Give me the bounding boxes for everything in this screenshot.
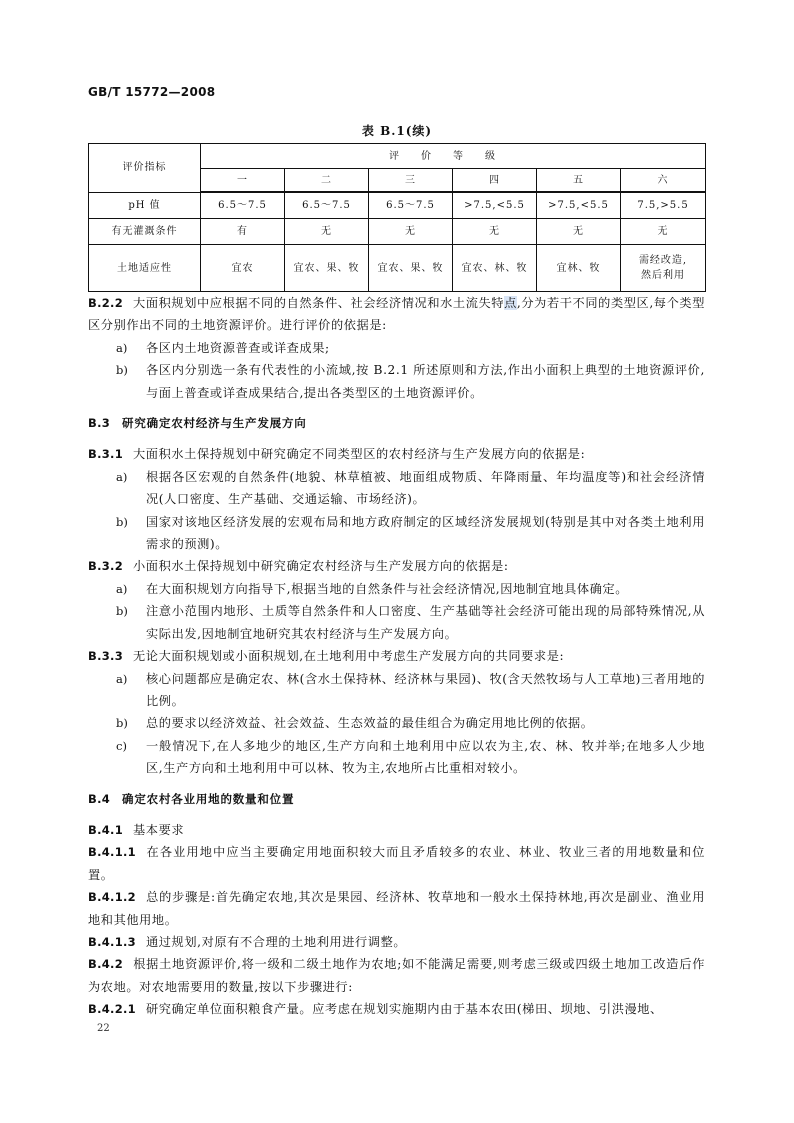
row-label: pH 值 [89, 192, 201, 219]
clause-number: B.3.2 [88, 559, 124, 574]
table-title: 表 B.1(续) [361, 124, 433, 138]
section-number: B.4 [88, 791, 111, 806]
item-mark: b) [116, 514, 128, 529]
clause-text: 无论大面积规划或小面积规划,在土地利用中考虑生产发展方向的共同要求是: [133, 649, 565, 664]
item-text: 一般情况下,在人多地少的地区,生产方向和土地利用中应以农为主,农、林、牧并举;在地多人少地区,生产方向和土地利用中可以林、牧为主,农地所占比重相对较小。 [146, 738, 705, 776]
item-mark: b) [116, 363, 128, 378]
clause-b4-1-2 [88, 886, 705, 931]
evaluation-table [88, 143, 706, 292]
page-number: 22 [97, 1023, 110, 1034]
list-item [88, 359, 705, 404]
table-cell: 无 [369, 219, 453, 245]
clause-text: 大面积水土保持规划中研究确定不同类型区的农村经济与生产发展方向的依据是: [133, 447, 586, 462]
item-mark: a) [116, 340, 128, 355]
level-cell: 一 [201, 169, 285, 193]
clause-b4-1-3 [88, 931, 705, 953]
cell-line: 然后利用 [641, 270, 686, 281]
item-mark: b) [116, 604, 128, 619]
table-cell: 宜农 [201, 245, 285, 292]
table-cell: 宜农、果、牧 [285, 245, 369, 292]
item-mark: a) [116, 469, 128, 484]
list-item [88, 578, 705, 600]
item-text: 总的要求以经济效益、社会效益、生态效益的最佳组合为确定用地比例的依据。 [146, 716, 594, 731]
list-item [88, 735, 705, 780]
document-body [88, 292, 705, 1021]
section-heading-b3 [88, 412, 705, 434]
clause-text: 基本要求 [133, 822, 185, 837]
clause-number: B.4.1 [88, 822, 124, 837]
table-cell: 6.5～7.5 [369, 192, 453, 219]
table-row [89, 219, 706, 245]
table-cell: 宜林、牧 [537, 245, 621, 292]
section-heading-b4 [88, 788, 705, 810]
table-cell: >7.5,<5.5 [537, 192, 621, 219]
table-cell: 有 [201, 219, 285, 245]
item-text: 各区内分别选一条有代表性的小流域,按 B.2.1 所述原则和方法,作出小面积上典型的土地资源评价,与面上普查或详查成果结合,提出各类型区的土地资源评价。 [146, 363, 705, 400]
table-cell: 6.5～7.5 [201, 192, 285, 219]
clause-b4-1-1 [88, 841, 705, 886]
table-cell: 无 [621, 219, 706, 245]
level-cell: 六 [621, 169, 706, 193]
clause-text: 在各业用地中应当主要确定用地面积较大而且矛盾较多的农业、林业、牧业三者的用地数量和位置。 [88, 845, 705, 882]
clause-number: B.3.3 [88, 649, 124, 664]
clause-text: ,分为若干不同的类型区,每个类型区分别作出不同的土地资源评价。进行评价的依据是: [88, 296, 705, 333]
level-cell: 四 [453, 169, 537, 193]
item-text: 在大面积规划方向指导下,根据当地的自然条件与社会经济情况,因地制宜地具体确定。 [146, 581, 629, 596]
table-row [89, 192, 706, 219]
level-header: 评价等级 [201, 144, 706, 169]
list-item [88, 600, 705, 645]
clause-text: 根据土地资源评价,将一级和二级土地作为农地;如不能满足需要,则考虑三级或四级土地加工改造后作为农地。对农地需要用的数量,按以下步骤进行: [88, 957, 705, 994]
table-cell: 无 [453, 219, 537, 245]
item-text: 核心问题都应是确定农、林(含水土保持林、经济林与果园)、牧(含天然牧场与人工草地)三者用地的比例。 [146, 671, 705, 708]
list-item [88, 337, 705, 359]
clause-number: B.4.2.1 [88, 1002, 136, 1017]
list-item [88, 712, 705, 734]
item-mark: a) [116, 671, 128, 686]
clause-text: 小面积水土保持规划中研究确定农村经济与生产发展方向的依据是: [133, 559, 509, 574]
row-label: 土地适应性 [89, 245, 201, 292]
table-cell: 宜农、林、牧 [453, 245, 537, 292]
level-cell: 二 [285, 169, 369, 193]
clause-text: 研究确定单位面积粮食产量。应考虑在规划实施期内由于基本农田(梯田、坝地、引洪漫地、 [145, 1002, 663, 1017]
list-item [88, 466, 705, 511]
item-mark: c) [116, 738, 127, 753]
section-title: 研究确定农村经济与生产发展方向 [122, 416, 307, 431]
list-item [88, 511, 705, 556]
clause-text: 通过规划,对原有不合理的土地利用进行调整。 [145, 934, 407, 949]
item-text: 注意小范围内地形、土质等自然条件和人口密度、生产基础等社会经济可能出现的局部特殊情况,从实际出发,因地制宜地研究其农村经济与生产发展方向。 [146, 604, 705, 641]
cell-line: 需经改造, [638, 255, 688, 266]
table-head-label: 评价指标 [89, 144, 201, 193]
row-label: 有无灌溉条件 [89, 219, 201, 245]
item-mark: a) [116, 581, 128, 596]
clause-b4-2 [88, 953, 705, 998]
section-title: 确定农村各业用地的数量和位置 [122, 791, 295, 806]
level-cell: 三 [369, 169, 453, 193]
clause-b4-1 [88, 819, 705, 841]
table-cell: 无 [537, 219, 621, 245]
table-cell: >7.5,<5.5 [453, 192, 537, 219]
clause-number: B.3.1 [88, 447, 124, 462]
clause-number: B.2.2 [88, 296, 124, 310]
clause-b3-3 [88, 645, 705, 667]
table-row [89, 245, 706, 292]
clause-text: 总的步骤是:首先确定农地,其次是果园、经济林、牧草地和一般水土保持林地,再次是副业、渔业用地和其他用地。 [88, 890, 705, 927]
table-cell: 宜农、果、牧 [369, 245, 453, 292]
text-highlight: 点 [504, 296, 517, 310]
table-cell: 无 [285, 219, 369, 245]
item-text: 各区内土地资源普查或详查成果; [146, 340, 330, 355]
clause-text: 大面积规划中应根据不同的自然条件、社会经济情况和水土流失特 [133, 296, 505, 310]
item-mark: b) [116, 716, 128, 731]
clause-b3-1 [88, 443, 705, 465]
item-text: 国家对该地区经济发展的宏观布局和地方政府制定的区域经济发展规划(特别是其中对各类土地利用需求的预测)。 [146, 514, 705, 552]
clause-number: B.4.1.3 [88, 934, 136, 949]
level-cell: 五 [537, 169, 621, 193]
item-text: 根据各区宏观的自然条件(地貌、林草植被、地面组成物质、年降雨量、年均温度等)和社会经济情况(人口密度、生产基础、交通运输、市场经济)。 [146, 469, 705, 507]
table-cell: 7.5,>5.5 [621, 192, 706, 219]
clause-number: B.4.1.2 [88, 890, 136, 905]
clause-b2-2 [88, 292, 705, 337]
standard-number: GB/T 15772—2008 [88, 85, 216, 99]
clause-b4-2-1 [88, 998, 705, 1020]
table-cell [621, 245, 706, 292]
clause-number: B.4.1.1 [88, 845, 136, 860]
list-item [88, 668, 705, 713]
table-cell: 6.5～7.5 [285, 192, 369, 219]
section-number: B.3 [88, 416, 111, 431]
clause-number: B.4.2 [88, 957, 124, 972]
clause-b3-2 [88, 555, 705, 577]
